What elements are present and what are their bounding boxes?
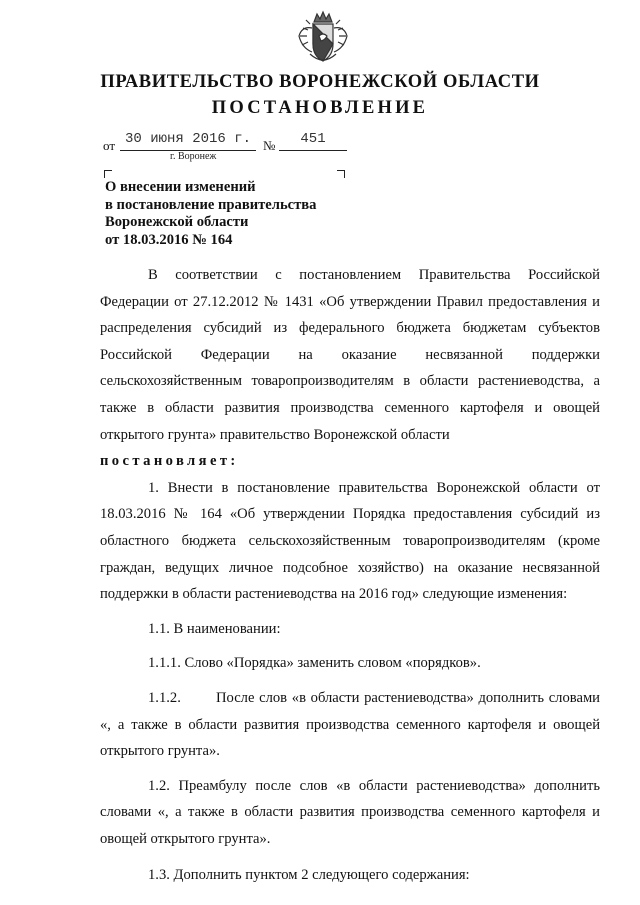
item-1-3: 1.3. Дополнить пунктом 2 следующего содержания:	[148, 867, 470, 884]
subject-line: Воронежской области	[105, 214, 249, 230]
document-body	[100, 262, 600, 889]
decree-word: постановляет:	[100, 453, 239, 470]
subject-line: от 18.03.2016 № 164	[105, 231, 233, 248]
document-subject	[105, 179, 365, 249]
item-1-1-2-text: После слов «в области растениеводства» дополнить словами «, а также в области развития производства семенного картофеля и овощей открытого грунта».	[100, 689, 600, 760]
item-1-1: 1.1. В наименовании:	[148, 620, 281, 637]
subject-line: в постановление правительства	[105, 196, 317, 213]
item-1-2: 1.2. Преамбулу после слов «в области растениеводства» дополнить словами «, а также в области развития производства семенного картофеля и овощей открытого грунта».	[100, 777, 600, 847]
subject-bracket-right	[337, 170, 345, 178]
voronezh-coat-of-arms-icon	[294, 8, 352, 70]
date-value: 30 июня 2016 г.	[120, 130, 256, 151]
preamble-paragraph: В соответствии с постановлением Правительства Российской Федерации от 27.12.2012 № 1431 «Об утверждении Правил предоставления и распределения субсидий из федерального бюджета бюджетам субъектов Российской Федерации на оказание несвязанной поддержки сельскохозяйственным товаропроизводителям в области растениеводства, а также в области развития производства семенного картофеля и овощей открытого грунта» правительство Воронежской области	[100, 267, 600, 443]
item-1-1-2-number: 1.1.2.	[148, 689, 181, 706]
subject-line: О внесении изменений	[105, 179, 256, 195]
item-1: 1. Внести в постановление правительства Воронежской области от 18.03.2016 № 164 «Об утверждении Порядка предоставления субсидий из областного бюджета сельскохозяйственным товаропроизводителям (кроме граждан, ведущих личное подсобное хозяйство) на оказание несвязанной поддержки в области растениеводства на 2016 год» следующие изменения:	[100, 479, 600, 603]
item-1-1-1: 1.1.1. Слово «Порядка» заменить словом «порядков».	[148, 655, 481, 672]
subject-bracket-left	[104, 170, 112, 178]
document-type: ПОСТАНОВЛЕНИЕ	[211, 98, 429, 118]
date-prefix: от	[103, 138, 116, 153]
city-label: г. Воронеж	[170, 151, 217, 162]
number-prefix: №	[263, 138, 276, 153]
organization-title: ПРАВИТЕЛЬСТВО ВОРОНЕЖСКОЙ ОБЛАСТИ	[100, 72, 540, 92]
item-1-1-2	[100, 685, 600, 765]
number-value: 451	[279, 130, 347, 151]
